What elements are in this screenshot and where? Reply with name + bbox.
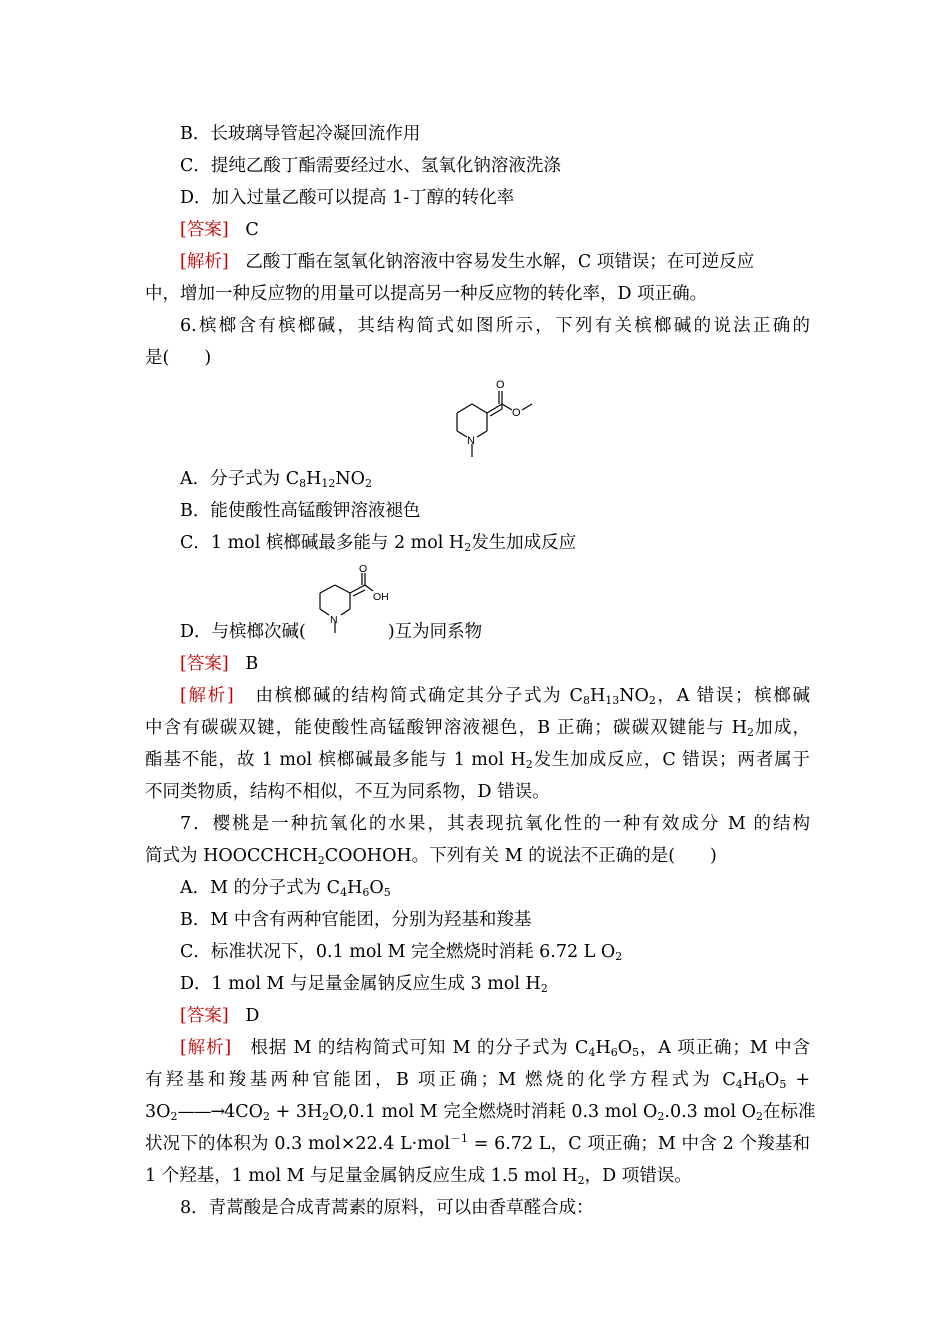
q6-answer xyxy=(180,652,845,676)
answer-tag: [答案] xyxy=(180,1006,229,1026)
q6-option-d: D．与槟榔次碱( )互为同系物 xyxy=(180,622,483,642)
answer-tag: [答案] xyxy=(180,220,229,240)
q7-analysis-line-2: 有羟基和羧基两种官能团，B 项正确；M 燃烧的化学方程式为 $C_4H_6O_5$ + xyxy=(145,1070,810,1091)
q7-analysis-line-4: 状况下的体积为 0.3 mol×22.4 L·mol$^{-1}$ = 6.72 L，C 项正确；M 中含 2 个羧基和 xyxy=(145,1132,810,1154)
q6-analysis-line-1: [解析] 由槟榔碱的结构简式确定其分子式为 $C_8H_{13}NO_2$，A 错误；槟榔碱 xyxy=(180,686,811,707)
q5-option-d: D．加入过量乙酸可以提高 1-丁醇的转化率 xyxy=(180,188,515,208)
q7-option-b: B．M 中含有两种官能团，分别为羟基和羧基 xyxy=(180,910,532,930)
atom-oh: OH xyxy=(373,591,389,603)
q6-option-c: C．1 mol 槟榔碱最多能与 2 mol $H_2$发生加成反应 xyxy=(180,533,577,554)
q6-option-a: A．分子式为 $C_8H_{12}NO_2$ xyxy=(180,469,373,490)
q6-analysis-line-3: 酯基不能，故 1 mol 槟榔碱最多能与 1 mol $H_2$发生加成反应，C 错误；两者属于 xyxy=(145,750,811,771)
q5-option-b: B．长玻璃导管起冷凝回流作用 xyxy=(180,124,421,144)
q7-option-d: D．1 mol M 与足量金属钠反应生成 3 mol $H_2$ xyxy=(180,974,548,995)
q7-stem-line-1: 7．樱桃是一种抗氧化的水果，其表现抗氧化性的一种有效成分 M 的结构 xyxy=(180,814,810,834)
q5-analysis-line-2: 中，增加一种反应物的用量可以提高另一种反应物的转化率，D 项正确。 xyxy=(145,284,708,304)
q6-stem-line-2: 是( ) xyxy=(145,348,212,368)
q6-option-b: B．能使酸性高锰酸钾溶液褪色 xyxy=(180,501,421,521)
q7-stem-line-2: 简式为 $HOOCCHCH_2COOHOH$。下列有关 M 的说法不正确的是( ) xyxy=(145,846,717,867)
answer-value: C xyxy=(245,220,259,240)
q5-answer xyxy=(180,218,845,242)
answer-value: B xyxy=(245,654,259,674)
q7-analysis-line-5: 1 个羟基，1 mol M 与足量金属钠反应生成 1.5 mol $H_2$，D 项错误。 xyxy=(145,1166,692,1187)
atom-n: N xyxy=(330,614,338,626)
analysis-tag: [解析] xyxy=(180,252,229,272)
q8-stem: 8．青蒿酸是合成青蒿素的原料，可以由香草醛合成： xyxy=(180,1198,594,1218)
q7-option-a: A．M 的分子式为 $C_4H_6O_5$ xyxy=(180,878,391,899)
atom-o: O xyxy=(359,563,368,575)
answer-tag: [答案] xyxy=(180,654,229,674)
arecoline-structure xyxy=(450,375,560,465)
reaction-arrow: ——→ xyxy=(177,1102,225,1122)
atom-o-ester: O xyxy=(512,407,521,419)
q6-analysis-line-4: 不同类物质，结构不相似，不互为同系物，D 错误。 xyxy=(145,782,550,802)
q7-answer xyxy=(180,1004,845,1028)
q7-analysis-line-1: [解析] 根据 M 的结构简式可知 M 的分子式为 $C_4H_6O_5$，A 项正确；M 中含 xyxy=(180,1038,810,1059)
q5-analysis-line-1: [解析] 乙酸丁酯在氢氧化钠溶液中容易发生水解，C 项错误；在可逆反应 xyxy=(180,252,755,272)
atom-n: N xyxy=(467,435,475,447)
q6-stem-line-1: 6.槟榔含有槟榔碱，其结构简式如图所示，下列有关槟榔碱的说法正确的 xyxy=(180,316,810,336)
q7-option-c: C．标准状况下，0.1 mol M 完全燃烧时消耗 6.72 L $O_2$ xyxy=(180,942,623,963)
q7-analysis-line-3: $3O_2——\to 4CO_2 + 3H_2O,0.1$ mol M 完全燃烧时消耗 0.3 mol $O_2.0.3$ mol $O_2$在标准 xyxy=(145,1102,816,1123)
answer-value: D xyxy=(245,1006,260,1026)
q5-option-c: C．提纯乙酸丁酯需要经过水、氢氧化钠溶液洗涤 xyxy=(180,156,561,176)
analysis-tag: [解析] xyxy=(180,686,234,706)
q6-analysis-line-2: 中含有碳碳双键，能使酸性高锰酸钾溶液褪色，B 正确；碳碳双键能与 $H_2$加成， xyxy=(145,718,811,739)
analysis-tag: [解析] xyxy=(180,1038,232,1058)
atom-o-carbonyl: O xyxy=(496,379,505,391)
